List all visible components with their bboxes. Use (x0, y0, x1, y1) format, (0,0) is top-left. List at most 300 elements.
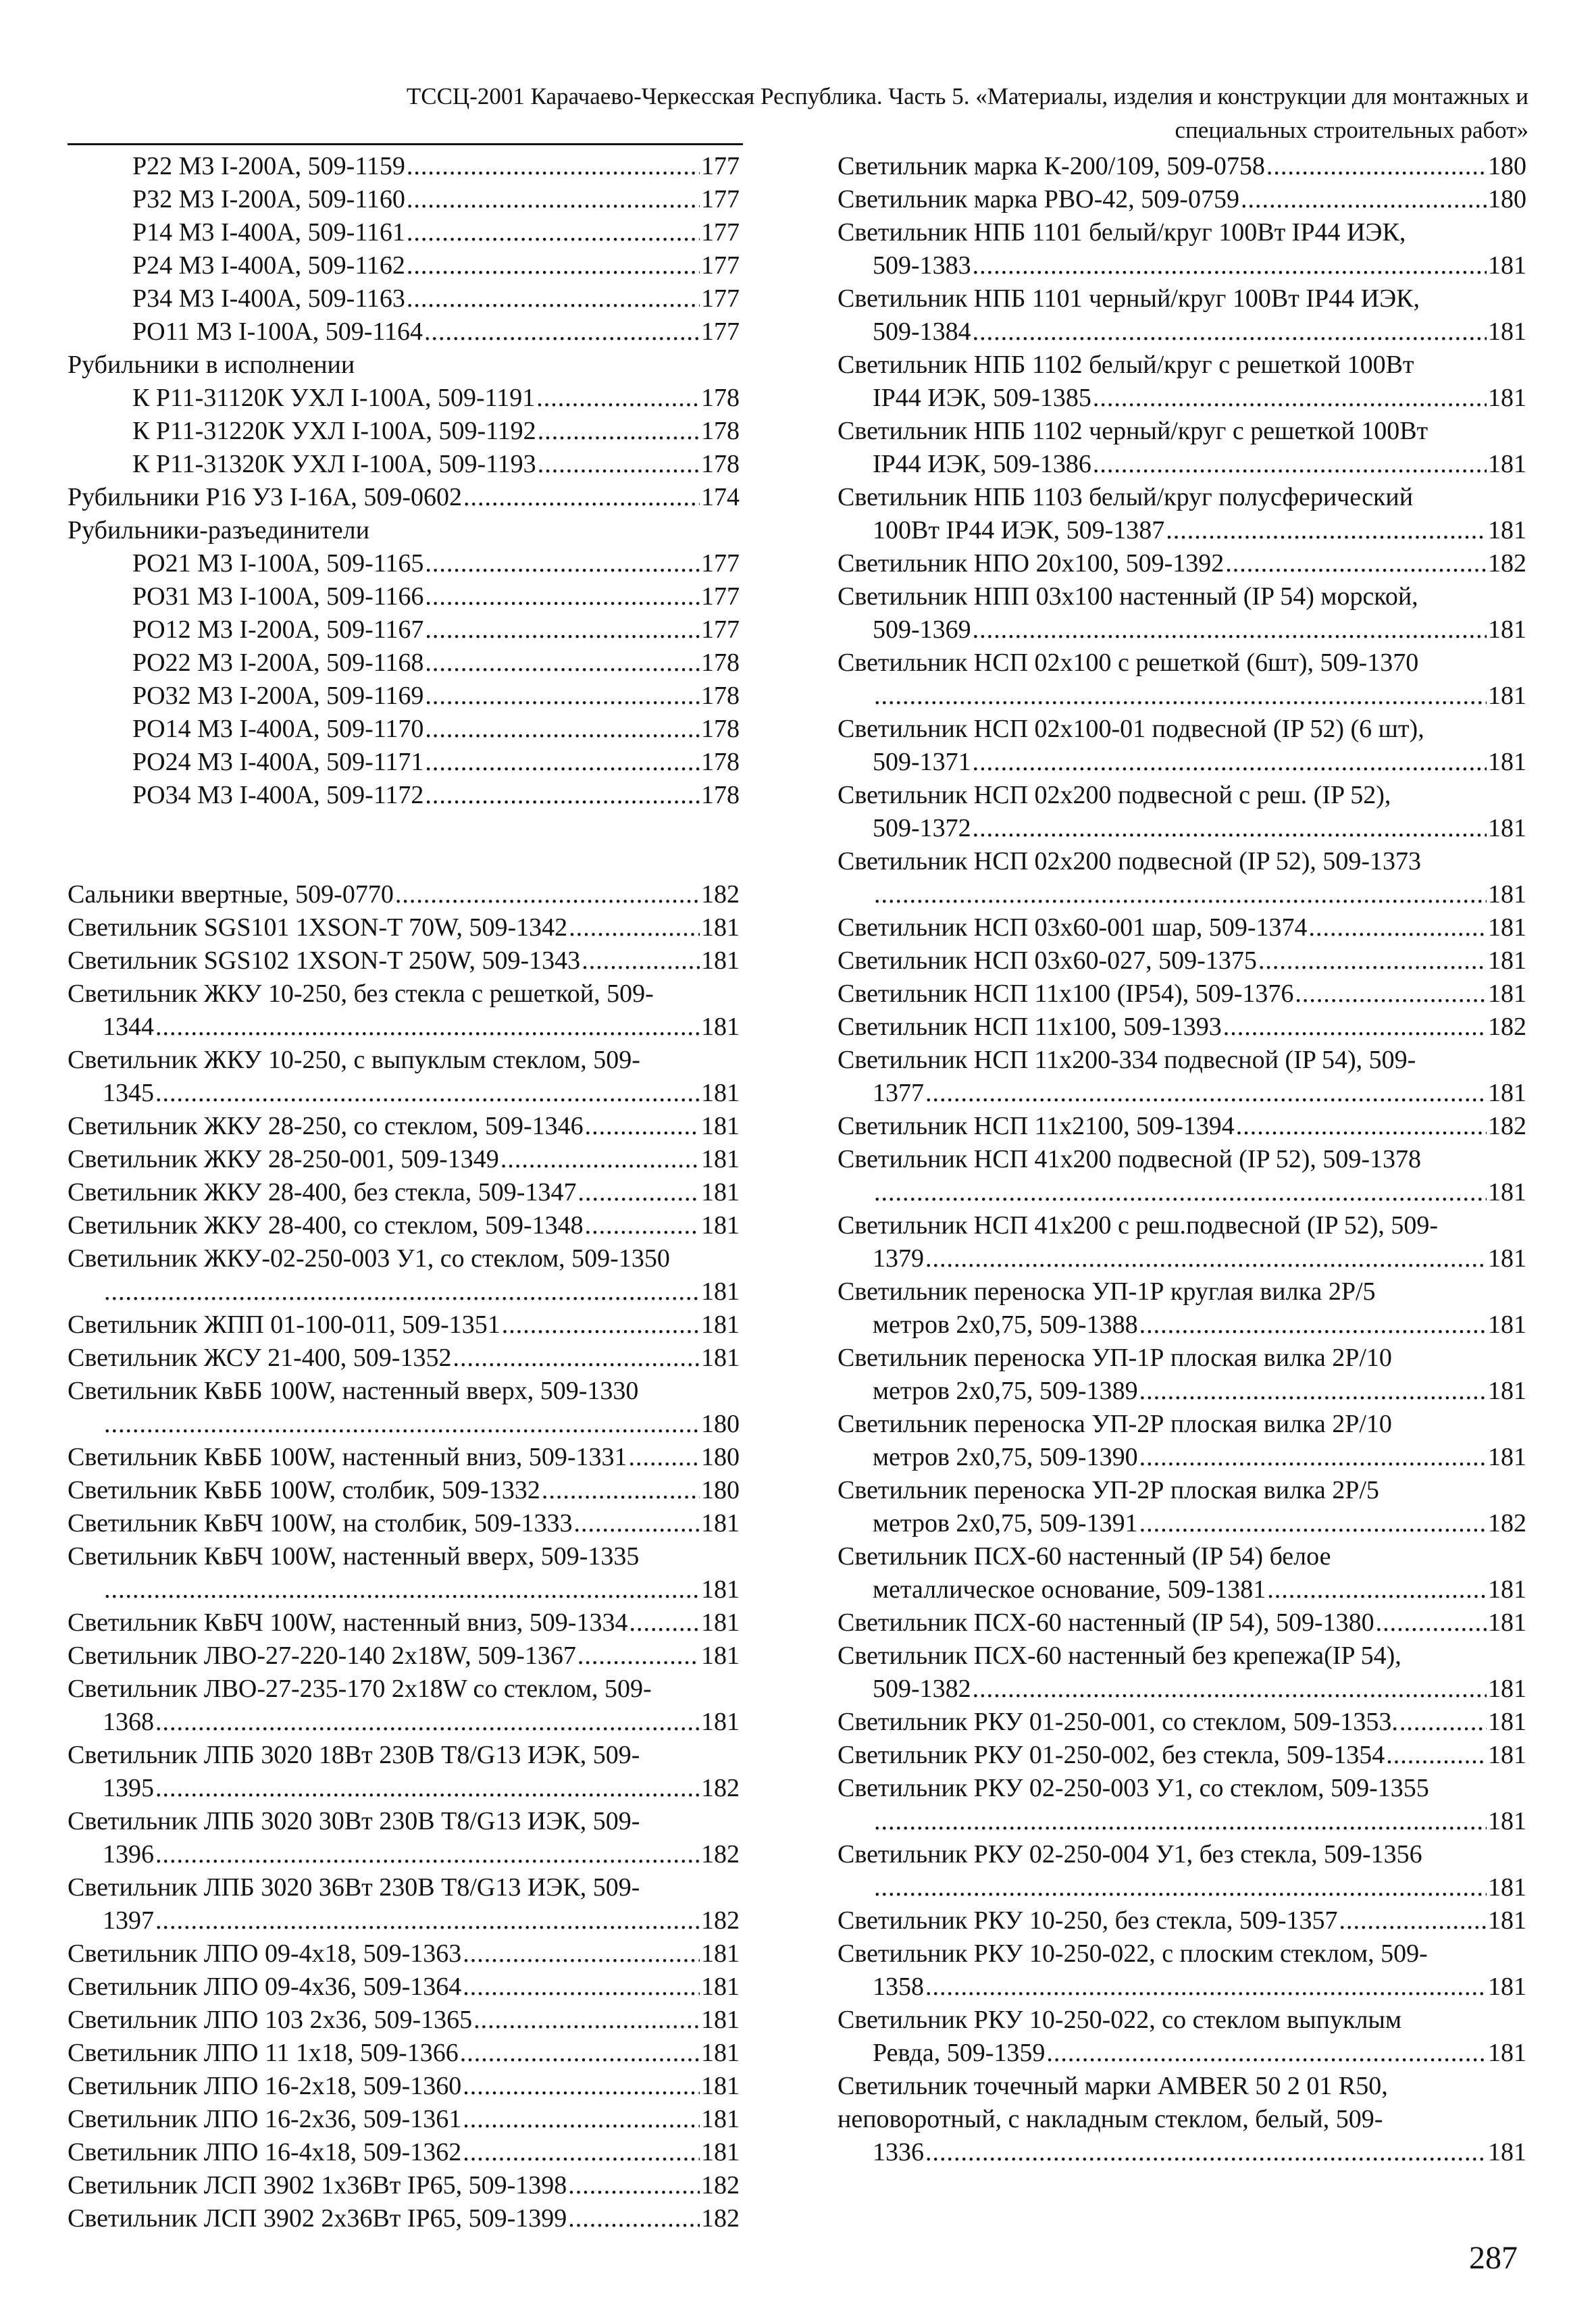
entry-text: Светильник КвБЧ 100W, настенный вниз, 509-1334 (68, 1608, 628, 1637)
entry-first-line: Светильник НСП 02x100-01 подвесной (IP 52) (6 шт), (838, 715, 1424, 743)
dot-leader (577, 1640, 700, 1673)
dot-leader (585, 1110, 700, 1143)
dot-leader (104, 1573, 700, 1606)
index-entry-row (838, 812, 1526, 845)
dot-leader (500, 1143, 700, 1176)
index-entry-row (68, 2004, 740, 2037)
entry-page-number: 177 (701, 185, 740, 213)
index-entry-row (68, 1308, 740, 1342)
dot-leader (1376, 1606, 1487, 1640)
dot-leader (155, 1077, 700, 1110)
entry-page-number: 182 (1488, 1112, 1526, 1140)
entry-first-line: Светильник ЖКУ 10-250, без стекла с решеткой, 509- (68, 980, 654, 1008)
index-entry-row (838, 1308, 1526, 1342)
entry-first-line: Светильник ЛПБ 3020 18Вт 230В T8/G13 ИЭК, 509- (68, 1741, 640, 1769)
entry-page-number: 177 (701, 317, 740, 346)
index-entry (838, 845, 1526, 911)
index-entry-row (838, 1739, 1526, 1772)
index-entry-row (68, 249, 740, 282)
entry-text: IP44 ИЭК, 509-1386 (873, 450, 1091, 478)
index-entry-row (68, 580, 740, 613)
dot-leader (155, 1772, 700, 1805)
dot-leader (925, 1077, 1487, 1110)
index-entry-row (68, 2169, 740, 2202)
entry-text: Светильник ЛПО 16-2x36, 509-1361 (68, 2105, 462, 2133)
index-entry-row (68, 1275, 740, 1308)
dot-leader (1236, 1110, 1487, 1143)
entry-text: 1336 (873, 2138, 924, 2166)
entry-text: 509-1371 (873, 748, 971, 776)
entry-text: 1396 (103, 1840, 154, 1869)
entry-page-number: 181 (701, 1344, 740, 1372)
entry-page-number: 181 (1488, 1906, 1526, 1935)
index-entry-row (68, 481, 740, 514)
entry-page-number: 181 (701, 1608, 740, 1637)
index-entry-row (838, 944, 1526, 977)
index-entry (838, 2004, 1526, 2070)
dot-leader (874, 1805, 1487, 1838)
entry-text: 509-1382 (873, 1675, 971, 1703)
index-entry (838, 1640, 1526, 1706)
entry-page-number: 182 (1488, 1509, 1526, 1537)
entry-page-number: 177 (701, 152, 740, 180)
dot-leader (1339, 1904, 1487, 1937)
index-entry-row (838, 1904, 1526, 1937)
index-entry (838, 646, 1526, 713)
entry-page-number: 181 (1488, 682, 1526, 710)
entry-page-number: 180 (1488, 152, 1526, 180)
entry-first-line: Светильник НПБ 1102 белый/круг с решеткой 100Вт (838, 351, 1414, 379)
dot-leader (1166, 514, 1487, 547)
dot-leader (585, 1209, 700, 1242)
entry-text: IP44 ИЭК, 509-1385 (873, 384, 1091, 412)
entry-page-number: 181 (701, 2039, 740, 2067)
dot-leader (425, 580, 700, 613)
entry-text: Светильник ПСХ-60 настенный (IP 54), 509-1380 (838, 1608, 1374, 1637)
entry-first-line: Светильник НПБ 1103 белый/круг полусферический (838, 483, 1414, 511)
index-entry (838, 713, 1526, 779)
index-entry-row (838, 911, 1526, 944)
index-entry-row (838, 1706, 1526, 1739)
dot-leader (925, 1242, 1487, 1275)
entry-text: 1344 (103, 1013, 154, 1041)
entry-text: металлическое основание, 509-1381 (873, 1575, 1266, 1604)
header-line-2: специальных строительных работ» (1175, 117, 1528, 143)
entry-text: Светильник НСП 03x60-027, 509-1375 (838, 946, 1257, 975)
entry-page-number: 181 (701, 1939, 740, 1968)
dot-leader (629, 1606, 700, 1640)
index-entry-row (68, 1441, 740, 1474)
entry-page-number: 182 (1488, 549, 1526, 578)
index-entry-row (68, 878, 740, 911)
dot-leader (425, 547, 700, 580)
dot-leader (973, 812, 1487, 845)
index-entry (68, 977, 740, 1044)
entry-first-line: Светильник переноска УП-1Р плоская вилка 2Р/10 (838, 1344, 1392, 1372)
entry-page-number: 181 (701, 2072, 740, 2100)
index-entry-row (68, 1408, 740, 1441)
index-entry-row (68, 1143, 740, 1176)
entry-text: К P11-31320К УХЛ I-100A, 509-1193 (132, 450, 536, 478)
entry-page-number: 181 (1488, 317, 1526, 346)
index-entry (838, 2070, 1526, 2169)
dot-leader (104, 1275, 700, 1308)
index-entry-row (68, 183, 740, 216)
entry-page-number: 181 (701, 1575, 740, 1604)
index-entry (838, 1275, 1526, 1342)
index-entry-row (68, 150, 740, 183)
entry-text: Светильник КвББ 100W, настенный вниз, 509-1331 (68, 1443, 627, 1471)
dot-leader (874, 878, 1487, 911)
entry-page-number: 182 (701, 1774, 740, 1802)
index-group (68, 1441, 740, 1540)
entry-text: Ревда, 509-1359 (873, 2039, 1046, 2067)
entry-text: 100Вт IP44 ИЭК, 509-1387 (873, 516, 1165, 544)
index-entry-row (838, 1176, 1526, 1209)
index-entry-row (838, 1242, 1526, 1275)
index-entry-row (68, 2202, 740, 2235)
entry-page-number: 181 (701, 913, 740, 942)
index-entry (68, 1375, 740, 1441)
entry-page-number: 181 (1488, 1443, 1526, 1471)
dot-leader (1308, 911, 1487, 944)
entry-page-number: 181 (701, 1178, 740, 1206)
index-entry-row (68, 1706, 740, 1739)
entry-text: PO12 M3 I-200A, 509-1167 (132, 615, 424, 644)
entry-first-line: Светильник НПБ 1102 черный/круг с решеткой 100Вт (838, 417, 1428, 445)
entry-text: Светильник ЛПО 103 2x36, 509-1365 (68, 2006, 473, 2034)
index-entry-row (68, 382, 740, 415)
index-entry (838, 1209, 1526, 1275)
entry-page-number: 177 (701, 218, 740, 247)
dot-leader (538, 448, 700, 481)
dot-leader (1139, 1308, 1487, 1342)
dot-leader (568, 2202, 700, 2235)
entry-text: Светильник РКУ 10-250, без стекла, 509-1357 (838, 1906, 1338, 1935)
index-heading: Рубильники в исполнении (68, 351, 355, 379)
entry-text: Светильник SGS102 1XSON-T 250W, 509-1343 (68, 946, 581, 975)
entry-page-number: 181 (1488, 2039, 1526, 2067)
index-entry (838, 1706, 1526, 1739)
entry-page-number: 181 (1488, 1079, 1526, 1107)
index-entry-row (838, 1673, 1526, 1706)
index-entry (838, 1342, 1526, 1408)
entry-text: Светильник ЖСУ 21-400, 509-1352 (68, 1344, 452, 1372)
index-entry-row (68, 448, 740, 481)
index-entry (68, 481, 740, 514)
entry-first-line: Светильник переноска УП-1Р круглая вилка 2Р/5 (838, 1277, 1376, 1306)
entry-text: P24 M3 I-400A, 509-1162 (132, 251, 405, 280)
dot-leader (463, 1937, 700, 1971)
index-entry-row (68, 1573, 740, 1606)
index-entry-row (68, 1507, 740, 1540)
index-entry-row (68, 1342, 740, 1375)
dot-leader (463, 2103, 700, 2136)
index-entry (838, 1772, 1526, 1838)
entry-page-number: 178 (701, 781, 740, 809)
entry-page-number: 178 (701, 384, 740, 412)
index-entry-row (68, 315, 740, 349)
entry-page-number: 181 (1488, 1807, 1526, 1835)
entry-text: Светильник КвББ 100W, столбик, 509-1332 (68, 1476, 540, 1504)
entry-text: Светильник ЛПО 11 1x18, 509-1366 (68, 2039, 459, 2067)
entry-text: К P11-31120К УХЛ I-100A, 509-1191 (132, 384, 536, 412)
index-entry-row (838, 1507, 1526, 1540)
index-entry-row (838, 1110, 1526, 1143)
index-group (68, 878, 740, 977)
index-entry-row (838, 1971, 1526, 2004)
index-entry (68, 1805, 740, 1871)
entry-page-number: 177 (701, 284, 740, 313)
entry-text: P32 M3 I-200A, 509-1160 (132, 185, 405, 213)
entry-page-number: 181 (701, 2138, 740, 2166)
entry-text: PO34 M3 I-400A, 509-1172 (132, 781, 424, 809)
entry-page-number: 178 (701, 682, 740, 710)
entry-first-line: Светильник РКУ 10-250-022, с плоским стеклом, 509- (838, 1939, 1428, 1968)
page-number: 287 (1469, 2240, 1518, 2276)
dot-leader (1399, 1706, 1487, 1739)
dot-leader (569, 911, 700, 944)
entry-page-number: 181 (1488, 1973, 1526, 2001)
entry-first-line: Светильник НПБ 1101 черный/круг 100Вт IP44 ИЭК, (838, 284, 1420, 313)
dot-leader (874, 1176, 1487, 1209)
dot-leader (973, 1673, 1487, 1706)
dot-leader (407, 249, 700, 282)
entry-text: метров 2x0,75, 509-1389 (873, 1377, 1138, 1405)
index-entry (838, 1474, 1526, 1540)
index-column-left (68, 150, 740, 2235)
entry-text: Светильник ЖПП 01-100-011, 509-1351 (68, 1311, 500, 1339)
index-entry (838, 1408, 1526, 1474)
entry-first-line: Светильник НПП 03x100 настенный (IP 54) морской, (838, 582, 1418, 611)
index-entry-row (68, 1838, 740, 1871)
index-entry-row (68, 415, 740, 448)
entry-first-line: Светильник ПСХ-60 настенный без крепежа(IP 54), (838, 1642, 1401, 1670)
index-entry-row (838, 613, 1526, 646)
entry-page-number: 178 (701, 450, 740, 478)
entry-first-line: Светильник НСП 41x200 подвесной (IP 52), 509-1378 (838, 1145, 1422, 1173)
dot-leader (973, 613, 1487, 646)
entry-page-number: 182 (701, 1840, 740, 1869)
entry-page-number: 178 (701, 715, 740, 743)
entry-page-number: 174 (701, 483, 740, 511)
entry-text: 1397 (103, 1906, 154, 1935)
entry-first-line: Светильник переноска УП-2Р плоская вилка 2Р/10 (838, 1410, 1392, 1438)
index-entry (838, 415, 1526, 481)
entry-text: 1345 (103, 1079, 154, 1107)
index-entry-row (68, 282, 740, 315)
entry-page-number: 182 (701, 2171, 740, 2200)
index-group (838, 911, 1526, 1044)
entry-page-number: 181 (1488, 1608, 1526, 1637)
index-entry-row (838, 1871, 1526, 1904)
index-entry (68, 1739, 740, 1805)
index-entry-row (68, 2037, 740, 2070)
index-entry-row (68, 2136, 740, 2169)
running-header (68, 80, 1528, 147)
entry-page-number: 180 (1488, 185, 1526, 213)
index-group (68, 150, 740, 349)
index-entry-row (838, 1573, 1526, 1606)
entry-page-number: 181 (701, 1013, 740, 1041)
entry-page-number: 181 (701, 1708, 740, 1736)
entry-page-number: 181 (1488, 1244, 1526, 1273)
dot-leader (407, 216, 700, 249)
index-group (68, 1606, 740, 1673)
entry-text: Светильник ЖКУ 28-250-001, 509-1349 (68, 1145, 499, 1173)
index-entry-row (68, 1937, 740, 1971)
dot-leader (155, 1904, 700, 1937)
entry-first-line: Светильник НСП 02x100 с решеткой (6шт), 509-1370 (838, 649, 1419, 677)
entry-text: 509-1383 (873, 251, 971, 280)
index-column-right (838, 150, 1526, 2169)
entry-text: Светильник НСП 03x60-001 шар, 509-1374 (838, 913, 1308, 942)
entry-page-number: 181 (1488, 1675, 1526, 1703)
index-entry-row (838, 878, 1526, 911)
entry-text: PO11 M3 I-100A, 509-1164 (132, 317, 423, 346)
entry-first-line: Светильник ЖКУ 10-250, с выпуклым стеклом, 509- (68, 1046, 640, 1074)
index-entry (68, 1242, 740, 1308)
index-entry (68, 1673, 740, 1739)
index-entry-row (838, 382, 1526, 415)
index-entry-row (68, 911, 740, 944)
entry-page-number: 181 (1488, 880, 1526, 909)
entry-first-line: Светильник НСП 02x200 подвесной (IP 52), 509-1373 (838, 847, 1422, 875)
index-entry-row (68, 944, 740, 977)
entry-page-number: 181 (701, 1112, 740, 1140)
dot-leader (155, 1011, 700, 1044)
index-entry (838, 1143, 1526, 1209)
dot-leader (473, 2004, 700, 2037)
index-entry-row (838, 746, 1526, 779)
section-gap (68, 812, 740, 878)
entry-text: Сальники ввертные, 509-0770 (68, 880, 394, 909)
entry-page-number: 181 (1488, 913, 1526, 942)
index-entry-row (68, 1474, 740, 1507)
entry-text: 1377 (873, 1079, 924, 1107)
index-group (838, 150, 1526, 216)
entry-text: метров 2x0,75, 509-1390 (873, 1443, 1138, 1471)
entry-first-line: неповоротный, с накладным стеклом, белый, 509- (838, 2105, 1383, 2133)
entry-page-number: 181 (701, 2105, 740, 2133)
entry-page-number: 181 (1488, 615, 1526, 644)
entry-page-number: 181 (701, 946, 740, 975)
index-entry-row (838, 1606, 1526, 1640)
index-entry-row (68, 1640, 740, 1673)
dot-leader (463, 481, 700, 514)
index-entry (838, 481, 1526, 547)
index-entry (838, 1110, 1526, 1143)
index-entry (838, 1540, 1526, 1606)
index-entry-row (838, 1441, 1526, 1474)
entry-page-number: 181 (1488, 1708, 1526, 1736)
index-entry (838, 580, 1526, 646)
dot-leader (1267, 1573, 1487, 1606)
index-entry (838, 216, 1526, 282)
entry-page-number: 178 (701, 649, 740, 677)
dot-leader (460, 2037, 700, 2070)
entry-page-number: 181 (1488, 450, 1526, 478)
dot-leader (463, 1971, 700, 2004)
dot-leader (407, 282, 700, 315)
index-entry-row (68, 1077, 740, 1110)
header-line-1: ТССЦ-2001 Карачаево-Черкесская Республика. Часть 5. «Материалы, изделия и конструкции для монтажных и (406, 83, 1528, 109)
entry-text: Светильник НСП 11x100 (IP54), 509-1376 (838, 980, 1294, 1008)
entry-text: метров 2x0,75, 509-1391 (873, 1509, 1138, 1537)
entry-first-line: Светильник КвББ 100W, настенный вверх, 509-1330 (68, 1377, 639, 1405)
index-entry-row (838, 547, 1526, 580)
entry-first-line: Светильник ЖКУ-02-250-003 У1, со стеклом, 509-1350 (68, 1244, 670, 1273)
entry-page-number: 181 (701, 1211, 740, 1240)
entry-text: P22 M3 I-200A, 509-1159 (132, 152, 405, 180)
dot-leader (628, 1441, 700, 1474)
entry-text: Светильник НСП 11x100, 509-1393 (838, 1013, 1222, 1041)
entry-page-number: 182 (701, 2204, 740, 2233)
dot-leader (1295, 977, 1487, 1011)
index-entry (838, 1739, 1526, 1772)
entry-text: P34 M3 I-400A, 509-1163 (132, 284, 405, 313)
entry-text: Светильник КвБЧ 100W, на столбик, 509-1333 (68, 1509, 573, 1537)
index-entry (838, 1937, 1526, 2004)
dot-leader (1139, 1375, 1487, 1408)
entry-page-number: 182 (701, 880, 740, 909)
index-entry-row (838, 183, 1526, 216)
entry-text: 1358 (873, 1973, 924, 2001)
entry-page-number: 181 (1488, 946, 1526, 975)
entry-text: Рубильники P16 У3 I-16A, 509-0602 (68, 483, 463, 511)
entry-text: Светильник ЛПО 16-4x18, 509-1362 (68, 2138, 462, 2166)
index-heading: Рубильники-разъединители (68, 516, 370, 544)
index-entry-row (68, 1606, 740, 1640)
dot-leader (925, 1971, 1487, 2004)
index-entry-row (838, 1375, 1526, 1408)
dot-leader (453, 1342, 700, 1375)
dot-leader (574, 1507, 700, 1540)
index-entry-row (68, 547, 740, 580)
entry-page-number: 180 (701, 1443, 740, 1471)
entry-text: PO24 M3 I-400A, 509-1171 (132, 748, 424, 776)
index-entry (68, 1540, 740, 1606)
entry-text: 1395 (103, 1774, 154, 1802)
dot-leader (424, 315, 700, 349)
index-entry-row (838, 2136, 1526, 2169)
entry-page-number: 181 (1488, 1178, 1526, 1206)
index-entry-row (68, 1904, 740, 1937)
dot-leader (925, 2136, 1487, 2169)
dot-leader (1139, 1507, 1487, 1540)
entry-page-number: 181 (701, 1642, 740, 1670)
index-group (68, 1937, 740, 2235)
dot-leader (425, 613, 700, 646)
entry-page-number: 181 (1488, 516, 1526, 544)
dot-leader (1093, 382, 1487, 415)
dot-leader (463, 2070, 700, 2103)
dot-leader (1258, 944, 1487, 977)
dot-leader (973, 249, 1487, 282)
entry-first-line: Светильник РКУ 02-250-003 У1, со стеклом, 509-1355 (838, 1774, 1429, 1802)
entry-page-number: 181 (701, 1509, 740, 1537)
entry-text: P14 M3 I-400A, 509-1161 (132, 218, 405, 247)
entry-text: Светильник ЛСП 3902 1x36Вт IP65, 509-1398 (68, 2171, 567, 2200)
index-entry (838, 1044, 1526, 1110)
entry-text: Светильник ЖКУ 28-250, со стеклом, 509-1346 (68, 1112, 584, 1140)
entry-page-number: 181 (1488, 1575, 1526, 1604)
entry-text: PO31 M3 I-100A, 509-1166 (132, 582, 424, 611)
index-entry-row (68, 1772, 740, 1805)
entry-page-number: 181 (1488, 1311, 1526, 1339)
index-entry-row (838, 1805, 1526, 1838)
dot-leader (407, 183, 700, 216)
